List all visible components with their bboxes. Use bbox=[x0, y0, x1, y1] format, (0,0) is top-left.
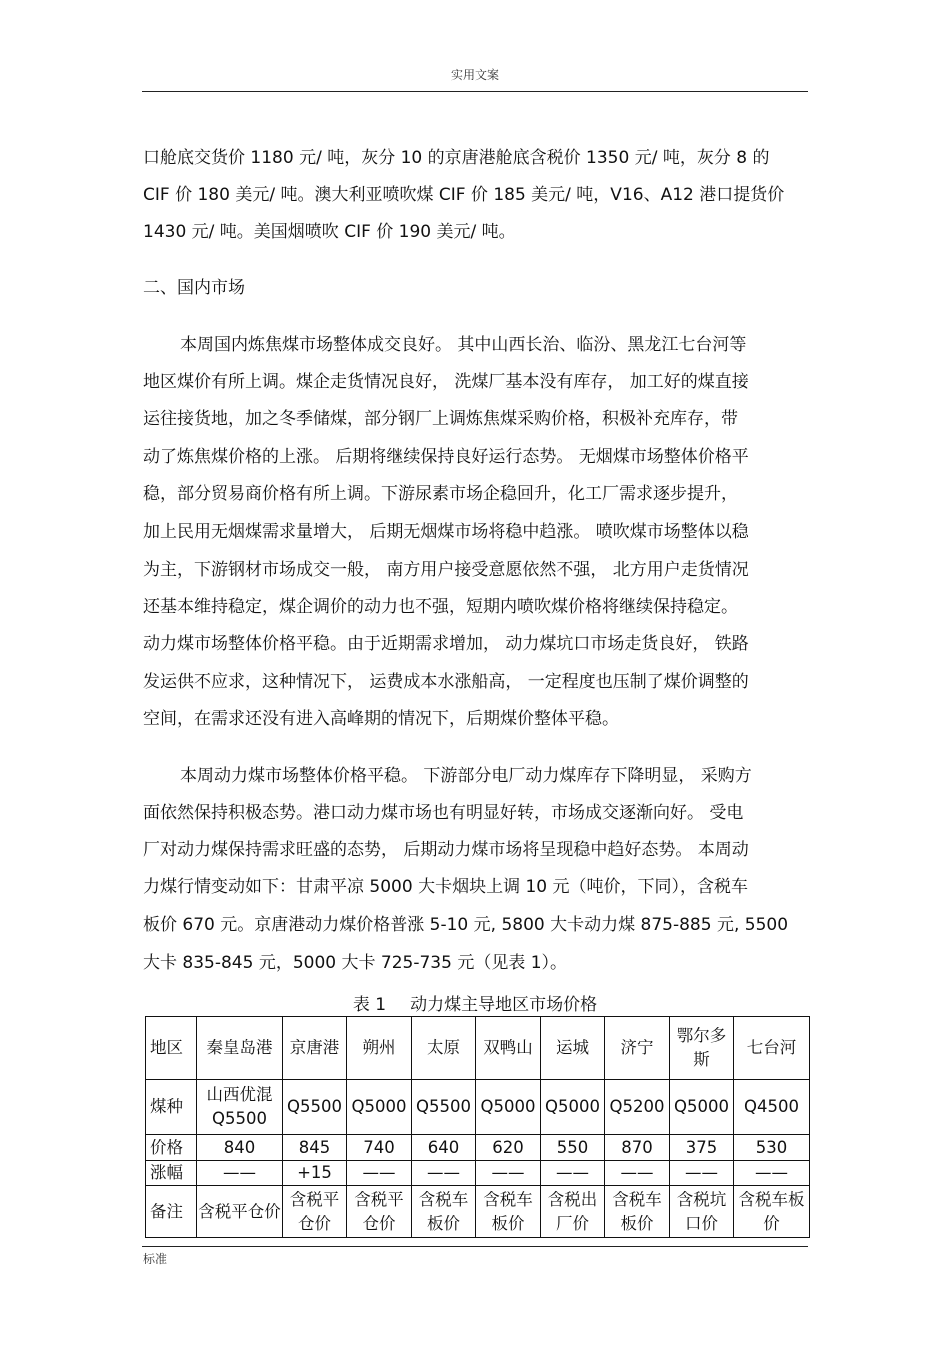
table-cell: 含税车板价 bbox=[605, 1186, 670, 1238]
text-line: 本周国内炼焦煤市场整体成交良好。 其中山西长治、临汾、黑龙江七台河等 bbox=[180, 335, 747, 355]
table-cell: 845 bbox=[283, 1135, 347, 1161]
table-cell: —— bbox=[347, 1161, 412, 1186]
table-cell: 含税平仓价 bbox=[283, 1186, 347, 1238]
text-line: 为主，下游钢材市场成交一般， 南方用户接受意愿依然不强， 北方用户走货情况 bbox=[143, 560, 749, 580]
table-cell: Q5000 bbox=[476, 1080, 541, 1135]
table-cell: 550 bbox=[541, 1135, 605, 1161]
table-cell: 七台河 bbox=[734, 1017, 810, 1080]
text-line: 大卡 835-845 元，5000 大卡 725-735 元（见表 1）。 bbox=[143, 953, 568, 973]
text-line: 力煤行情变动如下：甘肃平凉 5000 大卡烟块上调 10 元（吨价，下同），含税车 bbox=[143, 877, 749, 897]
header-title: 实用文案 bbox=[450, 68, 499, 82]
table-row bbox=[146, 1080, 810, 1135]
table-cell: 640 bbox=[412, 1135, 476, 1161]
table-caption bbox=[0, 990, 950, 1015]
price-table bbox=[145, 1016, 810, 1238]
table-row bbox=[146, 1186, 810, 1238]
table-row bbox=[146, 1161, 810, 1186]
table-cell: 375 bbox=[670, 1135, 734, 1161]
text-line: 发运供不应求，这种情况下， 运费成本水涨船高， 一定程度也压制了煤价调整的 bbox=[143, 672, 749, 692]
table-caption-title: 动力煤主导地区市场价格 bbox=[410, 995, 598, 1015]
table-row-label: 涨幅 bbox=[146, 1161, 197, 1186]
footer-text: 标准 bbox=[143, 1252, 168, 1266]
table-cell: —— bbox=[605, 1161, 670, 1186]
section-heading: 二、国内市场 bbox=[143, 278, 245, 298]
table-row bbox=[146, 1017, 810, 1080]
table-cell: 含税出厂价 bbox=[541, 1186, 605, 1238]
table-row-label: 地区 bbox=[146, 1017, 197, 1080]
table-cell: —— bbox=[197, 1161, 283, 1186]
table-row bbox=[146, 1135, 810, 1161]
table-cell: Q5000 bbox=[541, 1080, 605, 1135]
table-cell: 870 bbox=[605, 1135, 670, 1161]
table-caption-number: 表 1 bbox=[352, 995, 387, 1015]
table-cell: 山西优混 Q5500 bbox=[197, 1080, 283, 1135]
table-cell: Q5500 bbox=[412, 1080, 476, 1135]
table-cell: 运城 bbox=[541, 1017, 605, 1080]
text-line: 加上民用无烟煤需求量增大， 后期无烟煤市场将稳中趋涨。 喷吹煤市场整体以稳 bbox=[143, 522, 749, 542]
table-cell: Q5000 bbox=[347, 1080, 412, 1135]
table-cell: +15 bbox=[283, 1161, 347, 1186]
text-line: 地区煤价有所上调。煤企走货情况良好， 洗煤厂基本没有库存， 加工好的煤直接 bbox=[143, 372, 749, 392]
table-cell: 740 bbox=[347, 1135, 412, 1161]
table-cell: 双鸭山 bbox=[476, 1017, 541, 1080]
text-line: 本周动力煤市场整体价格平稳。 下游部分电厂动力煤库存下降明显， 采购方 bbox=[180, 766, 752, 786]
table-cell: —— bbox=[476, 1161, 541, 1186]
table-cell: 含税平仓价 bbox=[197, 1186, 283, 1238]
text-line: 口舱底交货价 1180 元/ 吨，灰分 10 的京唐港舱底含税价 1350 元/ 吨，灰分 8 的 bbox=[143, 148, 770, 168]
table-cell: 秦皇岛港 bbox=[197, 1017, 283, 1080]
table-cell: Q5000 bbox=[670, 1080, 734, 1135]
table-cell: 620 bbox=[476, 1135, 541, 1161]
table-row-label: 煤种 bbox=[146, 1080, 197, 1135]
text-line: 稳，部分贸易商价格有所上调。下游尿素市场企稳回升，化工厂需求逐步提升， bbox=[143, 484, 738, 504]
table-cell: 朔州 bbox=[347, 1017, 412, 1080]
text-line: 动力煤市场整体价格平稳。由于近期需求增加， 动力煤坑口市场走货良好， 铁路 bbox=[143, 634, 749, 654]
text-line: 运往接货地，加之冬季储煤，部分钢厂上调炼焦煤采购价格，积极补充库存，带 bbox=[143, 409, 738, 429]
table-row-label: 价格 bbox=[146, 1135, 197, 1161]
table-cell: 含税车板价 bbox=[476, 1186, 541, 1238]
text-line: 厂对动力煤保持需求旺盛的态势， 后期动力煤市场将呈现稳中趋好态势。 本周动 bbox=[143, 840, 749, 860]
text-line: 还基本维持稳定，煤企调价的动力也不强，短期内喷吹煤价格将继续保持稳定。 bbox=[143, 597, 738, 617]
table-cell: 含税平仓价 bbox=[347, 1186, 412, 1238]
table-cell: 太原 bbox=[412, 1017, 476, 1080]
table-cell: —— bbox=[734, 1161, 810, 1186]
text-line: 面依然保持积极态势。港口动力煤市场也有明显好转，市场成交逐渐向好。 受电 bbox=[143, 803, 744, 823]
table-cell: 840 bbox=[197, 1135, 283, 1161]
text-line: 板价 670 元。京唐港动力煤价格普涨 5-10 元, 5800 大卡动力煤 875-885 元, 5500 bbox=[143, 915, 789, 935]
table-cell: 530 bbox=[734, 1135, 810, 1161]
table-cell: —— bbox=[670, 1161, 734, 1186]
table-cell: 含税车板价 bbox=[734, 1186, 810, 1238]
table-cell: 含税坑口价 bbox=[670, 1186, 734, 1238]
table-cell: 含税车板价 bbox=[412, 1186, 476, 1238]
table-cell: Q5200 bbox=[605, 1080, 670, 1135]
text-line: CIF 价 180 美元/ 吨。澳大利亚喷吹煤 CIF 价 185 美元/ 吨，V16、A12 港口提货价 bbox=[143, 185, 785, 205]
header-rule bbox=[142, 91, 808, 92]
table-cell: Q5500 bbox=[283, 1080, 347, 1135]
text-line: 动了炼焦煤价格的上涨。 后期将继续保持良好运行态势。 无烟煤市场整体价格平 bbox=[143, 447, 749, 467]
table-cell: Q4500 bbox=[734, 1080, 810, 1135]
table-cell: 鄂尔多斯 bbox=[670, 1017, 734, 1080]
table-cell: —— bbox=[412, 1161, 476, 1186]
table-row-label: 备注 bbox=[146, 1186, 197, 1238]
text-line: 空间，在需求还没有进入高峰期的情况下，后期煤价整体平稳。 bbox=[143, 709, 619, 729]
table-cell: —— bbox=[541, 1161, 605, 1186]
footer-rule bbox=[142, 1246, 808, 1247]
table-cell: 京唐港 bbox=[283, 1017, 347, 1080]
text-line: 1430 元/ 吨。美国烟喷吹 CIF 价 190 美元/ 吨。 bbox=[143, 222, 516, 242]
table-cell: 济宁 bbox=[605, 1017, 670, 1080]
